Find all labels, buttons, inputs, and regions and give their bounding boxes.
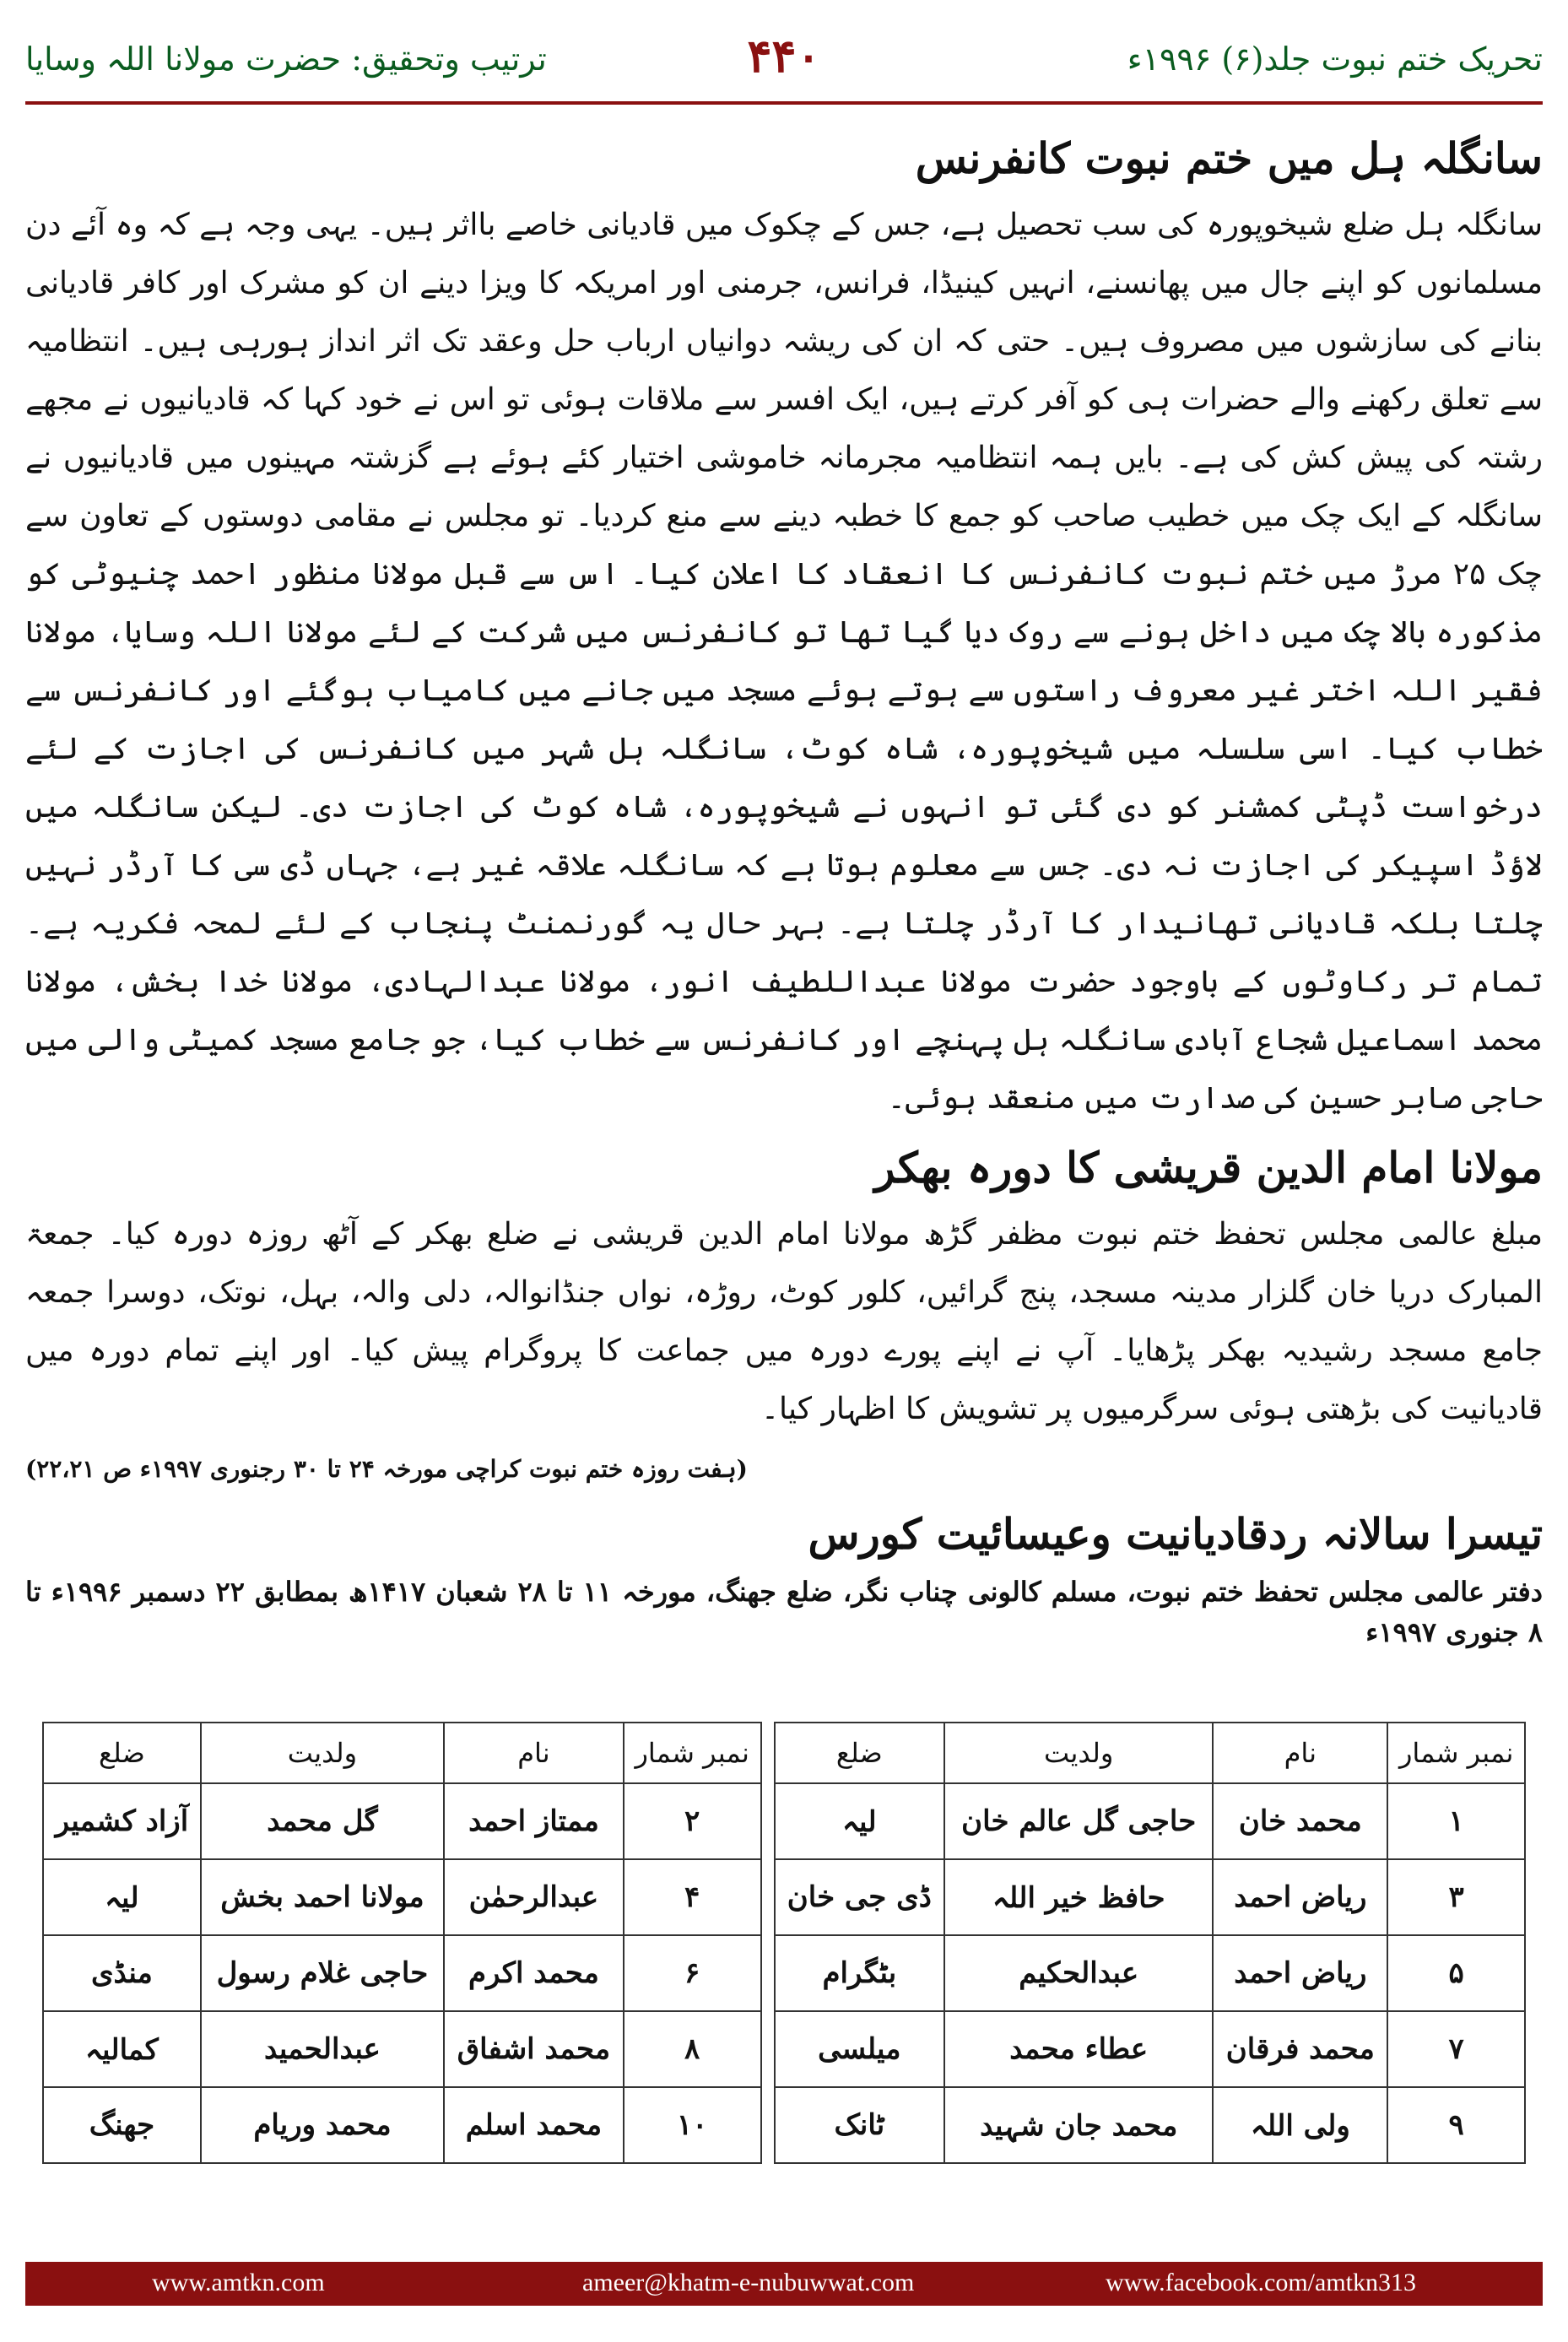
page-number: ۴۴۰ xyxy=(747,29,821,83)
page-header xyxy=(25,17,1543,105)
col-header-name: نام xyxy=(1213,1723,1387,1783)
table-row xyxy=(43,1935,1525,2011)
cell-district: لیہ xyxy=(43,1859,201,1935)
section-title-sangla-hill: سانگلہ ہل میں ختم نبوت کانفرنس xyxy=(915,133,1543,183)
citation-reference: (ہفت روزہ ختم نبوت کراچی مورخہ ۲۴ تا ۳۰ رجنوری ۱۹۹۷ء ص ۲۲،۲۱) xyxy=(25,1455,748,1483)
cell-parentage: عبدالحکیم xyxy=(944,1935,1213,2011)
cell-serial: ۸ xyxy=(624,2011,761,2087)
facebook-link[interactable]: www.facebook.com/amtkn313 xyxy=(1106,2269,1416,2296)
cell-parentage: عبدالحمید xyxy=(201,2011,444,2087)
cell-district: کمالیہ xyxy=(43,2011,201,2087)
column-gap xyxy=(761,1935,775,2011)
cell-name: محمد خان xyxy=(1213,1783,1387,1859)
cell-name: محمد اکرم xyxy=(444,1935,624,2011)
cell-name: محمد اسلم xyxy=(444,2087,624,2163)
cell-name: ریاض احمد xyxy=(1213,1935,1387,2011)
section-paragraph-sangla-hill: سانگلہ ہل ضلع شیخوپورہ کی سب تحصیل ہے، جس کے چکوک میں قادیانی خاصے بااثر ہیں۔ یہی وجہ ہے کہ وہ آئے دن مسلمانوں کو اپنے جال میں پھانسنے، انہیں کینیڈا، فرانس، جرمنی اور امریکہ کا ویزا دینے ان کو مشرک اور کافر قادیانی بنانے کی سازشوں میں مصروف ہیں۔ حتی کہ ان کی ریشہ دوانیاں ارباب حل وعقد تک اثر انداز ہورہی ہیں۔ انتظامیہ سے تعلق رکھنے والے حضرات ہی کو آفر کرتے ہیں، ایک افسر سے ملاقات ہوئی تو اس نے خود کہا کہ قادیانیوں نے مجھے رشتہ کی پیش کش کی ہے۔ بایں ہمہ انتظامیہ مجرمانہ خاموشی اختیار کئے ہوئے ہے گزشتہ مہینوں میں قادیانیوں نے سانگلہ کے ایک چک میں خطیب صاحب کو جمع کا خطبہ دینے سے منع کردیا۔ تو مجلس نے مقامی دوستوں کے تعاون سے چک ۲۵ مرڑ میں ختم نبوت کانفرنس کا انعقاد کا اعلان کیا۔ اس سے قبل مولانا منظور احمد چنیوٹی کو مذکورہ بالا چک میں داخل ہونے سے روک دیا گیا تھا تو کانفرنس میں شرکت کے لئے مولانا اللہ وسایا، مولانا فقیر اللہ اختر غیر معروف راستوں سے ہوتے ہوئے مسجد میں جانے میں کامیاب ہوگئے اور کانفرنس سے خطاب کیا۔ اسی سلسلہ میں شیخوپورہ، شاہ کوٹ، سانگلہ ہل شہر میں کانفرنس کی اجازت کے لئے درخواست ڈپٹی کمشنر کو دی گئی تو انہوں نے شیخوپورہ، شاہ کوٹ کی اجازت دی۔ لیکن سانگلہ میں لاؤڈ اسپیکر کی اجازت نہ دی۔ جس سے معلوم ہوتا ہے کہ سانگلہ علاقہ غیر ہے، جہاں ڈی سی کا آرڈر نہیں چلتا بلکہ قادیانی تھانیدار کا آرڈر چلتا ہے۔ بہر حال یہ گورنمنٹ پنجاب کے لئے لمحہ فکریہ ہے۔ تمام تر رکاوٹوں کے باوجود حضرت مولانا عبداللطیف انور، مولانا عبدالہادی، مولانا خدا بخش، مولانا محمد اسماعیل شجاع آبادی سانگلہ ہل پہنچے اور کانفرنس سے خطاب کیا، جو جامع مسجد کمیٹی والی میں حاجی صابر حسین کی صدارت میں منعقد ہوئی۔ xyxy=(25,208,1544,1116)
column-gap xyxy=(761,2087,775,2163)
cell-district: آزاد کشمیر xyxy=(43,1783,201,1859)
cell-parentage: محمد وریام xyxy=(201,2087,444,2163)
cell-district: منڈی xyxy=(43,1935,201,2011)
compiler-credit: ترتیب وتحقیق: حضرت مولانا اللہ وسایا xyxy=(25,41,547,78)
cell-parentage: حاجی گل عالم خان xyxy=(944,1783,1213,1859)
page-footer xyxy=(25,2262,1543,2306)
page-content xyxy=(25,118,1543,1661)
column-gap xyxy=(761,2011,775,2087)
cell-district: لیہ xyxy=(775,1783,945,1859)
cell-serial: ۱ xyxy=(1387,1783,1525,1859)
cell-name: ولی اللہ xyxy=(1213,2087,1387,2163)
website-link[interactable]: www.amtkn.com xyxy=(152,2269,325,2296)
cell-district: بٹگرام xyxy=(775,1935,945,2011)
book-title: تحریک ختم نبوت جلد(۶) ۱۹۹۶ء xyxy=(1127,41,1543,78)
cell-serial: ۴ xyxy=(624,1859,761,1935)
col-header-parentage: ولدیت xyxy=(944,1723,1213,1783)
cell-parentage: حاجی غلام رسول xyxy=(201,1935,444,2011)
cell-name: ممتاز احمد xyxy=(444,1783,624,1859)
cell-parentage: مولانا احمد بخش xyxy=(201,1859,444,1935)
cell-serial: ۶ xyxy=(624,1935,761,2011)
cell-name: ریاض احمد xyxy=(1213,1859,1387,1935)
section-title-course: تیسرا سالانہ ردقادیانیت وعیسائیت کورس xyxy=(808,1509,1543,1559)
column-gap xyxy=(761,1783,775,1859)
col-header-serial: نمبر شمار xyxy=(624,1723,761,1783)
cell-district: ڈی جی خان xyxy=(775,1859,945,1935)
table-row xyxy=(43,1859,1525,1935)
cell-parentage: محمد جان شہید xyxy=(944,2087,1213,2163)
column-gap xyxy=(761,1859,775,1935)
table-row xyxy=(43,1783,1525,1859)
cell-parentage: عطاء محمد xyxy=(944,2011,1213,2087)
course-details: دفتر عالمی مجلس تحفظ ختم نبوت، مسلم کالونی چناب نگر، ضلع جھنگ، مورخہ ۱۱ تا ۲۸ شعبان ۱۴۱۷ھ بمطابق ۲۲ دسمبر ۱۹۹۶ء تا ۸ جنوری ۱۹۹۷ء xyxy=(25,1576,1544,1648)
section-paragraph-bhakkar: مبلغ عالمی مجلس تحفظ ختم نبوت مظفر گڑھ مولانا امام الدین قریشی نے ضلع بھکر کے آٹھ روزہ دورہ کیا۔ جمعۃ المبارک دریا خان گلزار مدینہ مسجد، پنج گرائیں، کلور کوٹ، روڑہ، نواں جنڈانوالہ، دلی والہ، بہل، نوتک، دوسرا جمعہ جامع مسجد رشیدیہ بھکر پڑھایا۔ آپ نے اپنے پورے دورہ میں جماعت کا پروگرام پیش کیا۔ اور اپنے تمام دورہ میں قادیانیت کی بڑھتی ہوئی سرگرمیوں پر تشویش کا اظہار کیا۔ xyxy=(25,1217,1544,1426)
cell-district: میلسی xyxy=(775,2011,945,2087)
email-link[interactable]: ameer@khatm-e-nubuwwat.com xyxy=(582,2269,915,2296)
col-header-district: ضلع xyxy=(775,1723,945,1783)
cell-name: عبدالرحمٰن xyxy=(444,1859,624,1935)
column-gap xyxy=(761,1723,775,1783)
participants-table xyxy=(42,1722,1526,2164)
cell-serial: ۵ xyxy=(1387,1935,1525,2011)
cell-parentage: حافظ خیر اللہ xyxy=(944,1859,1213,1935)
col-header-district: ضلع xyxy=(43,1723,201,1783)
cell-parentage: گل محمد xyxy=(201,1783,444,1859)
col-header-serial: نمبر شمار xyxy=(1387,1723,1525,1783)
cell-serial: ۹ xyxy=(1387,2087,1525,2163)
cell-serial: ۷ xyxy=(1387,2011,1525,2087)
cell-district: جھنگ xyxy=(43,2087,201,2163)
table-row xyxy=(43,2087,1525,2163)
cell-serial: ۱۰ xyxy=(624,2087,761,2163)
cell-name: محمد اشفاق xyxy=(444,2011,624,2087)
cell-name: محمد فرقان xyxy=(1213,2011,1387,2087)
col-header-name: نام xyxy=(444,1723,624,1783)
cell-serial: ۲ xyxy=(624,1783,761,1859)
cell-district: ٹانک xyxy=(775,2087,945,2163)
section-title-bhakkar: مولانا امام الدین قریشی کا دورہ بھکر xyxy=(874,1143,1543,1193)
col-header-parentage: ولدیت xyxy=(201,1723,444,1783)
table-header-row xyxy=(43,1723,1525,1783)
cell-serial: ۳ xyxy=(1387,1859,1525,1935)
table-row xyxy=(43,2011,1525,2087)
